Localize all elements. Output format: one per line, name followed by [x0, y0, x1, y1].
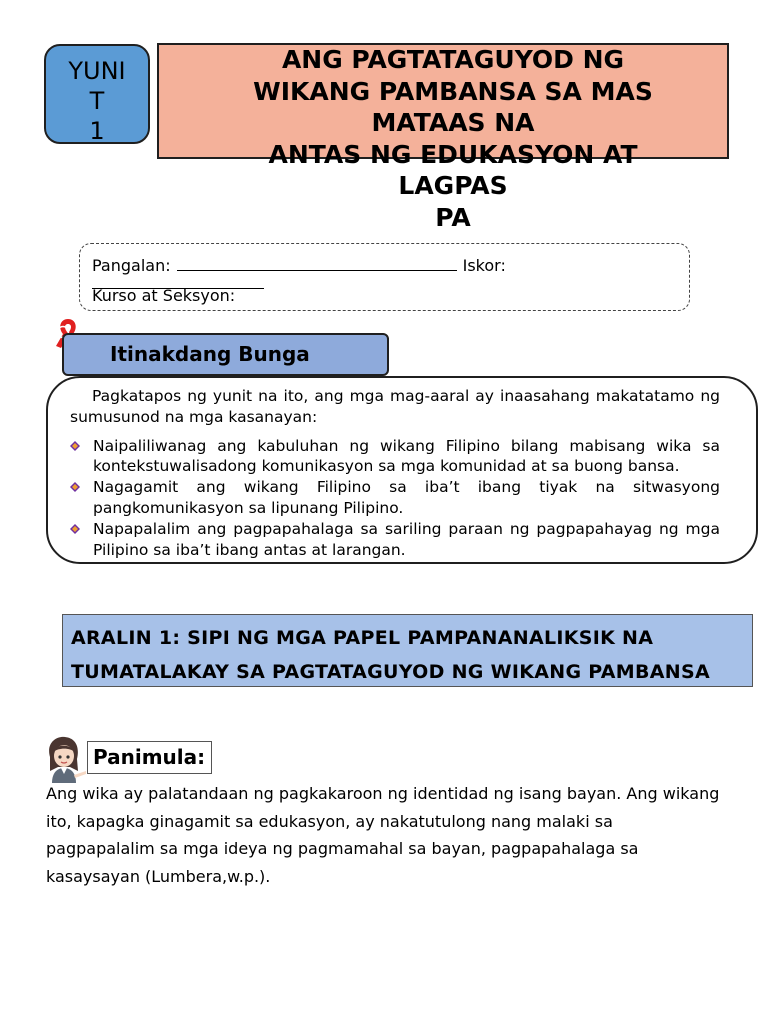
student-info-box [79, 243, 690, 311]
panimula-heading: Panimula: [87, 741, 212, 774]
name-field[interactable] [177, 253, 457, 271]
diamond-bullet-icon [70, 441, 80, 451]
title-line: ANTAS NG EDUKASYON AT [268, 139, 638, 169]
title-line: PA [435, 202, 471, 232]
unit-badge [44, 44, 150, 144]
outcome-item [70, 436, 720, 478]
unit-label-line-2: T [89, 87, 105, 115]
title-line: LAGPAS [398, 171, 508, 200]
name-label: Pangalan: [92, 256, 171, 275]
lesson-title: ARALIN 1: SIPI NG MGA PAPEL PAMPANANALIKSIK NA TUMATALAKAY SA PAGTATAGUYOD NG WIKANG PAMBANSA [71, 627, 710, 683]
outcomes-intro: Pagkatapos ng yunit na ito, ang mga mag-aaral ay inaasahang makatatamo ng sumusunod na mga kasanayan: [70, 387, 720, 426]
outcome-item [70, 477, 720, 519]
course-label: Kurso at Seksyon: [92, 286, 236, 305]
title-line: ANG PAGTATAGUYOD NG [281, 45, 625, 74]
outcome-text: Nagagamit ang wikang Filipino sa iba’t ibang tiyak na sitwasyong pangkomunikasyon sa lipunang Pilipino. [93, 478, 720, 517]
score-label: Iskor: [462, 256, 506, 275]
outcomes-content [70, 386, 720, 560]
diamond-bullet-icon [70, 482, 80, 492]
panimula-body: Ang wika ay palatandaan ng pagkakaroon ng identidad ng isang bayan. Ang wikang ito, kapagka ginagamit sa edukasyon, ay nakatutulong nang malaki sa pagpapalalim sa mga ideya ng pagmamahal sa bayan, pagpapahalaga sa kasaysayan (Lumbera,w.p.). [46, 784, 720, 887]
outcome-text: Napapalalim ang pagpapahalaga sa sariling paraan ng pagpapahayag ng mga Pilipino sa iba’t ibang antas at larangan. [93, 519, 720, 559]
title-line: MATAAS NA [371, 108, 535, 137]
title-line: WIKANG PAMBANSA SA MAS [253, 76, 653, 106]
outcomes-heading: Itinakdang Bunga [62, 333, 389, 376]
unit-title [157, 44, 749, 233]
outcome-item [70, 519, 720, 561]
diamond-bullet-icon [70, 524, 80, 534]
unit-label-line-1: YUNI [68, 57, 126, 85]
teacher-avatar-icon [40, 735, 88, 785]
outcome-text: Naipaliliwanag ang kabuluhan ng wikang Filipino bilang mabisang wika sa kontekstuwalisadong komunikasyon sa mga komunidad at sa buong bansa. [93, 436, 720, 476]
unit-label-line-3: 1 [89, 117, 105, 144]
